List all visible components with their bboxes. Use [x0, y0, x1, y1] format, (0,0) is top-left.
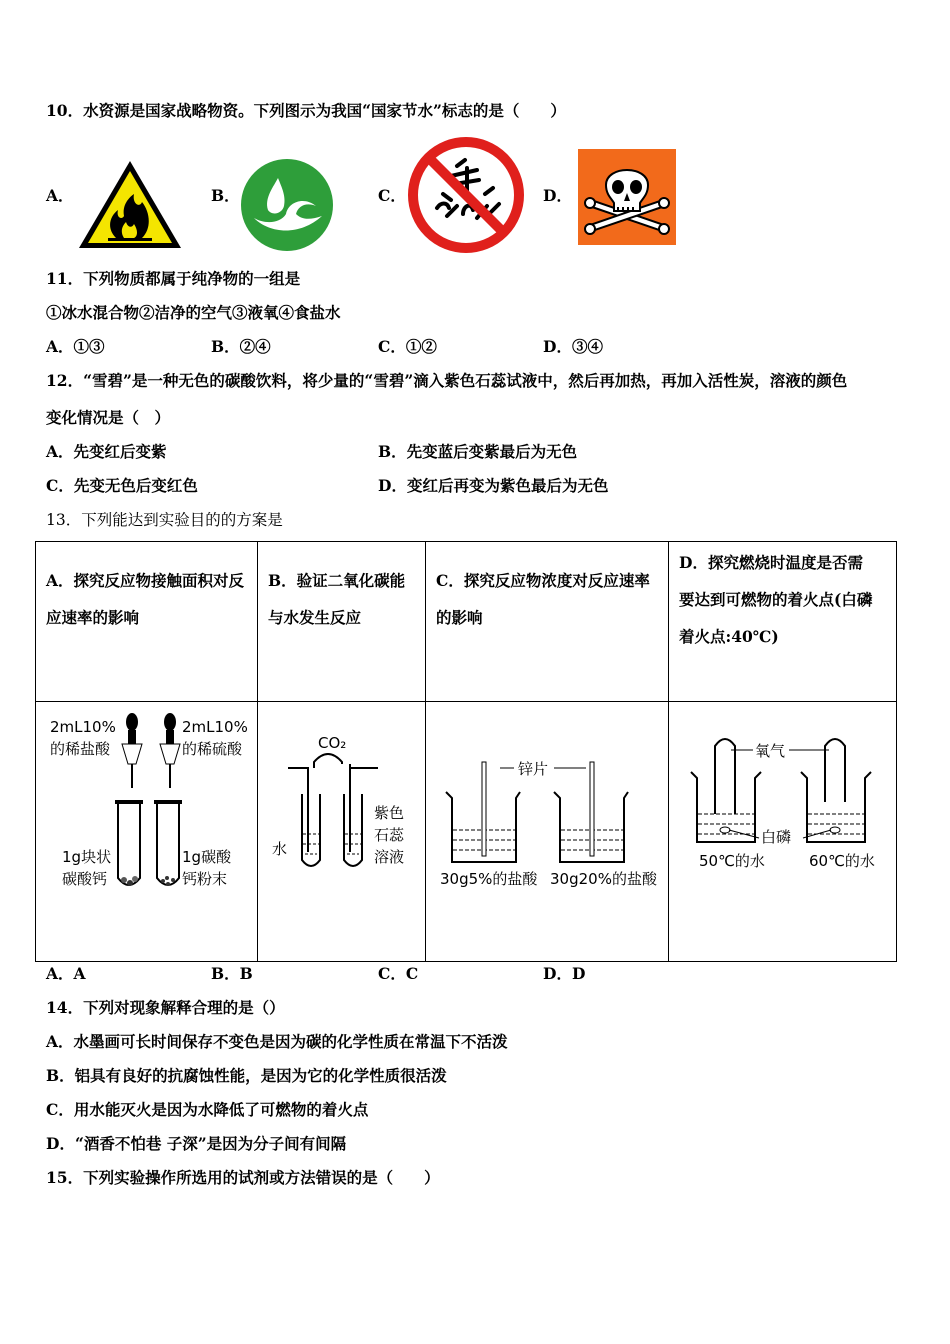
- q11-stem: 11．下列物质都属于纯净物的一组是: [46, 269, 301, 288]
- q14-option-a: A．水墨画可长时间保存不变色是因为碳的化学性质在常温下不活泼: [46, 1032, 508, 1051]
- fig-b-litmus-3: 溶液: [374, 848, 405, 866]
- fig-d-phosphorus-label: 白磷: [761, 828, 792, 846]
- q12-option-c: C．先变无色后变红色: [46, 476, 198, 495]
- fig-a-left-acid-1: 2mL10%: [50, 718, 116, 736]
- q12-option-a: A．先变红后变紫: [46, 442, 167, 461]
- dropper-left-icon: [122, 713, 142, 788]
- q11-option-d: D．③④: [543, 337, 603, 356]
- q13-option-b: B．B: [211, 964, 253, 983]
- q13-option-a: A．A: [46, 964, 86, 983]
- q10-option-c-label: C．: [378, 186, 406, 205]
- q10-option-b-label: B．: [211, 186, 240, 205]
- flammable-warning-icon: [76, 158, 184, 252]
- fig-a-right-solid-1: 1g碳酸: [182, 848, 232, 866]
- fig-c-right-acid: 30g20%的盐酸: [550, 870, 657, 888]
- q13-cell-b-title: B．验证二氧化碳能与水发生反应: [258, 542, 426, 702]
- q10-option-d-label: D．: [543, 186, 572, 205]
- beaker-oxygen-left-icon: [691, 739, 761, 842]
- fig-c-left-acid: 30g5%的盐酸: [440, 870, 538, 888]
- q14-option-d: D．“酒香不怕巷 子深”是因为分子间有间隔: [46, 1134, 347, 1153]
- fig-b-water-label: 水: [272, 840, 288, 858]
- fig-d-right-water: 60℃的水: [809, 852, 875, 870]
- q10-option-a-label: A．: [46, 186, 74, 205]
- q13-cell-d-title-line3: 着火点:40℃): [679, 627, 779, 646]
- q13-cell-a-title: A．探究反应物接触面积对反应速率的影响: [36, 542, 258, 702]
- fig-a-left-acid-2: 的稀盐酸: [50, 740, 111, 758]
- test-tube-litmus-icon: [344, 794, 362, 866]
- fig-b-gas-label: CO₂: [318, 734, 347, 752]
- q13-option-d: D．D: [543, 964, 586, 983]
- fig-d-left-water: 50℃的水: [699, 852, 765, 870]
- q14-option-b: B．铝具有良好的抗腐蚀性能，是因为它的化学性质很活泼: [46, 1066, 447, 1085]
- q13-cell-d-title-line1: D．探究燃烧时温度是否需: [679, 553, 863, 572]
- q13-cell-c-title: C．探究反应物浓度对反应速率的影响: [426, 542, 669, 702]
- q13-figure-d: [669, 702, 897, 962]
- q14-option-c: C．用水能灭火是因为水降低了可燃物的着火点: [46, 1100, 369, 1119]
- beaker-right-icon: [554, 762, 628, 862]
- fig-a-right-solid-2: 钙粉末: [182, 870, 228, 888]
- q14-stem: 14．下列对现象解释合理的是（）: [46, 998, 285, 1017]
- beaker-oxygen-right-icon: [801, 739, 871, 842]
- test-tube-left-icon: [115, 800, 143, 886]
- q13-figure-a: [36, 702, 258, 962]
- water-saving-logo-icon: [240, 158, 334, 252]
- test-tube-right-icon: [154, 800, 182, 886]
- q12-stem-line2: 变化情况是（ ）: [46, 408, 171, 427]
- toxic-skull-icon: [578, 149, 676, 245]
- q11-option-a: A．①③: [46, 337, 105, 356]
- q11-items: ①冰水混合物②洁净的空气③液氧④食盐水: [46, 303, 341, 322]
- q12-option-d: D．变红后再变为紫色最后为无色: [378, 476, 609, 495]
- q13-stem: 13．下列能达到实验目的的方案是: [46, 511, 283, 529]
- q13-figure-c: [426, 702, 669, 962]
- q12-stem-line1: 12．“雪碧”是一种无色的碳酸饮料，将少量的“雪碧”滴入紫色石蕊试液中，然后再加热，再加入活性炭，溶液的颜色: [46, 371, 848, 390]
- fig-b-litmus-2: 石蕊: [374, 826, 405, 844]
- q11-option-b: B．②④: [211, 337, 271, 356]
- q13-cell-d-title-line2: 要达到可燃物的着火点(白磷: [679, 590, 873, 609]
- q15-stem: 15．下列实验操作所选用的试剂或方法错误的是（ ）: [46, 1168, 440, 1187]
- no-burning-sign-icon: [407, 136, 525, 254]
- q10-stem: 10．水资源是国家战略物资。下列图示为我国“国家节水”标志的是（ ）: [46, 101, 566, 120]
- fig-a-left-solid-2: 碳酸钙: [62, 870, 108, 888]
- dropper-right-icon: [160, 713, 180, 788]
- q13-experiment-table: [35, 541, 897, 962]
- fig-a-left-solid-1: 1g块状: [62, 848, 112, 866]
- beaker-left-icon: [446, 762, 520, 862]
- fig-a-right-acid-1: 2mL10%: [182, 718, 248, 736]
- fig-c-zinc-label: 锌片: [518, 760, 549, 778]
- q13-figure-b: [258, 702, 426, 962]
- q12-option-b: B．先变蓝后变紫最后为无色: [378, 442, 578, 461]
- q11-option-c: C．①②: [378, 337, 437, 356]
- q13-cell-d-title: [669, 542, 897, 702]
- fig-d-oxygen-label: 氧气: [755, 742, 786, 760]
- test-tube-water-icon: [302, 794, 320, 866]
- fig-b-litmus-1: 紫色: [374, 804, 405, 822]
- fig-a-right-acid-2: 的稀硫酸: [182, 740, 243, 758]
- q13-option-c: C．C: [378, 964, 419, 983]
